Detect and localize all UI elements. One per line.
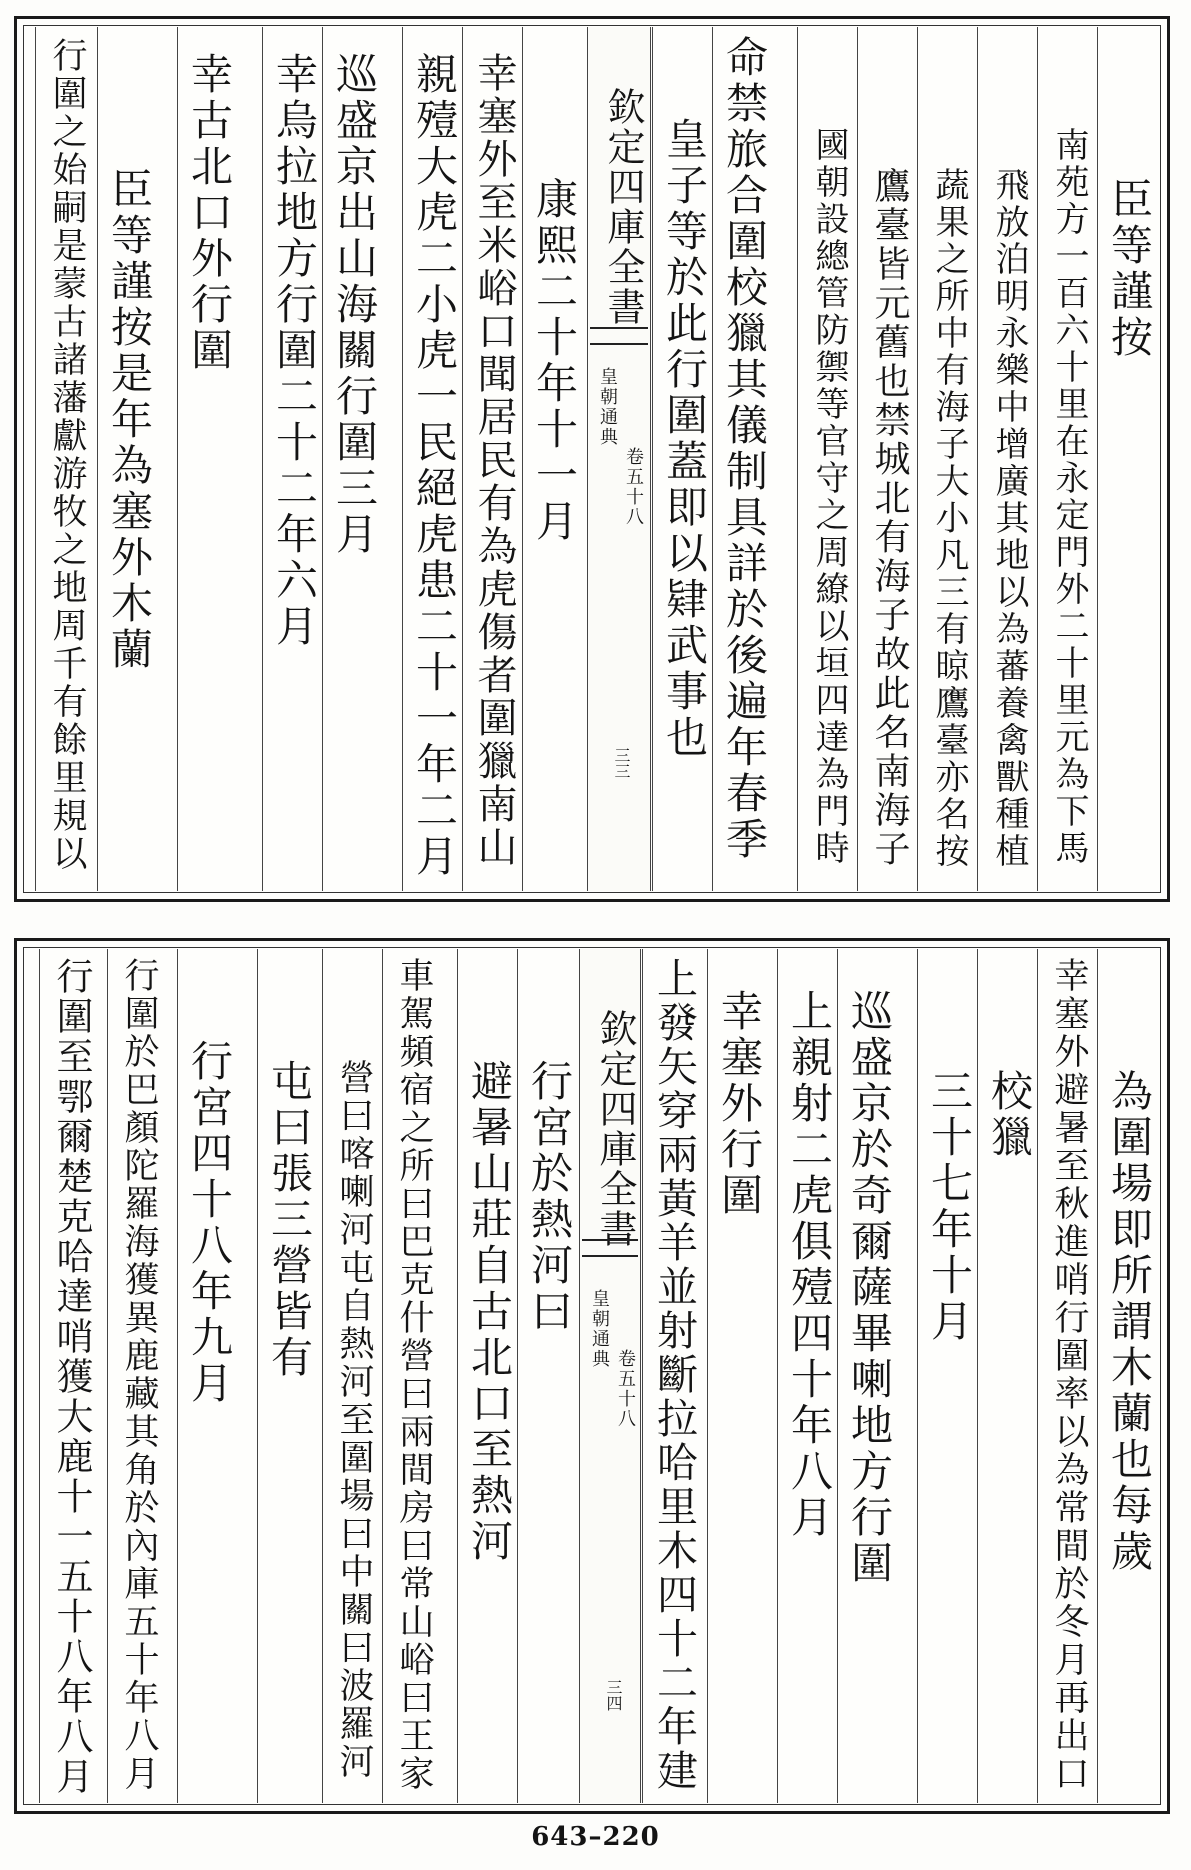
text-column bbox=[1097, 949, 1157, 1803]
text-column bbox=[177, 949, 237, 1803]
center-spine bbox=[579, 949, 641, 1803]
bottom-page-frame bbox=[14, 938, 1170, 1814]
column-text: 上親射二虎俱殪四十年八月 bbox=[785, 989, 834, 1541]
text-column bbox=[642, 949, 702, 1803]
text-column bbox=[1037, 27, 1097, 891]
text-column bbox=[977, 949, 1037, 1803]
column-text: 避暑山莊自古北口至熱河 bbox=[465, 1059, 514, 1565]
center-title: 欽定四庫全書 bbox=[593, 1009, 637, 1249]
column-text: 巡盛京出山海關行圍三月 bbox=[330, 52, 379, 558]
text-column bbox=[977, 27, 1037, 891]
column-text: 營曰喀喇河屯自熱河至圍場曰中關曰波羅河 bbox=[334, 1059, 374, 1781]
column-text: 康熙二十年十一月 bbox=[530, 177, 579, 545]
text-column bbox=[652, 27, 712, 891]
text-column bbox=[457, 949, 517, 1803]
column-text: 南苑方一百六十里在永定門外二十里元為下馬 bbox=[1049, 127, 1089, 867]
column-text: 幸烏拉地方行圍二十二年六月 bbox=[270, 52, 319, 650]
top-page-frame bbox=[14, 16, 1170, 902]
text-column bbox=[322, 949, 382, 1803]
text-column bbox=[402, 27, 462, 891]
text-column bbox=[382, 949, 442, 1803]
text-column bbox=[707, 949, 767, 1803]
column-text: 蔬果之所中有海子大小凡三有晾鷹臺亦名按 bbox=[929, 167, 969, 870]
column-text: 幸塞外避暑至秋進哨行圍率以為常間於冬月再出口 bbox=[1049, 957, 1089, 1793]
fish-tail-mark bbox=[582, 1239, 638, 1257]
center-volume: 卷五十八 bbox=[615, 1349, 636, 1429]
center-leaf-number: 三三 bbox=[612, 747, 631, 779]
text-column bbox=[97, 27, 157, 891]
text-column bbox=[35, 27, 95, 891]
text-column bbox=[917, 949, 977, 1803]
text-column bbox=[777, 949, 837, 1803]
column-text: 行宮於熱河曰 bbox=[525, 1059, 574, 1335]
column-text: 臣等謹按 bbox=[1105, 177, 1154, 361]
text-column bbox=[39, 949, 99, 1803]
center-title: 欽定四庫全書 bbox=[601, 87, 645, 327]
text-column bbox=[522, 27, 584, 891]
column-text: 幸塞外至米峪口聞居民有為虎傷者圍獵南山 bbox=[471, 52, 517, 869]
column-text: 行宮四十八年九月 bbox=[185, 1039, 234, 1407]
text-column bbox=[322, 27, 382, 891]
text-column bbox=[257, 949, 317, 1803]
column-text: 幸古北口外行圍 bbox=[185, 52, 234, 374]
column-text: 皇子等於此行圍蓋即以肄武事也 bbox=[660, 117, 709, 761]
column-text: 屯曰張三營皆有 bbox=[265, 1059, 314, 1381]
column-text: 臣等謹按是年為塞外木蘭 bbox=[105, 167, 154, 673]
text-column bbox=[177, 27, 237, 891]
fish-tail-mark bbox=[590, 327, 648, 345]
text-column bbox=[462, 27, 522, 891]
text-column bbox=[712, 27, 772, 891]
text-column bbox=[262, 27, 322, 891]
column-text: 三十七年十月 bbox=[925, 1069, 974, 1345]
column-text: 親殪大虎二小虎一民絕虎患二十一年二月 bbox=[410, 52, 459, 880]
column-text: 上發矢穿兩黃羊並射斷拉哈里木四十二年建 bbox=[650, 957, 698, 1793]
column-text: 幸塞外行圍 bbox=[715, 989, 764, 1219]
column-text: 巡盛京於奇爾薩畢喇地方行圍 bbox=[845, 989, 894, 1587]
center-volume: 卷五十八 bbox=[623, 447, 644, 527]
center-leaf-number: 三四 bbox=[604, 1679, 623, 1711]
column-text: 校獵 bbox=[985, 1069, 1034, 1161]
column-text: 行圍之始嗣是蒙古諸藩獻游牧之地周千有餘里規以 bbox=[47, 37, 87, 873]
column-text: 行圍至鄂爾楚克哈達哨獲大鹿十一五十八年八月 bbox=[50, 957, 93, 1797]
column-text: 車駕頻宿之所曰巴克什營曰兩間房曰常山峪曰王家 bbox=[394, 957, 434, 1793]
text-column bbox=[1037, 949, 1097, 1803]
column-text: 飛放泊明永樂中增廣其地以為蕃養禽獸種植 bbox=[989, 167, 1029, 870]
center-spine bbox=[587, 27, 651, 891]
text-column bbox=[517, 949, 577, 1803]
text-column bbox=[797, 27, 857, 891]
column-text: 命禁旅合圍校獵其儀制具詳於後遍年春季 bbox=[720, 35, 769, 863]
column-text: 鷹臺皆元舊也禁城北有海子故此名南海子 bbox=[869, 167, 910, 869]
page-number: 643–220 bbox=[531, 1822, 660, 1852]
text-column bbox=[857, 27, 917, 891]
column-text: 國朝設總管防禦等官守之周繚以垣四達為門時 bbox=[809, 127, 849, 867]
text-column bbox=[107, 949, 167, 1803]
text-column bbox=[837, 949, 897, 1803]
text-column bbox=[1097, 27, 1157, 891]
column-text: 行圍於巴顏陀羅海獲異鹿藏其角於內庫五十年八月 bbox=[119, 957, 159, 1793]
center-book-title: 皇朝通典 bbox=[589, 1289, 610, 1369]
text-column bbox=[917, 27, 977, 891]
column-text: 為圍場即所謂木蘭也每歲 bbox=[1105, 1069, 1154, 1575]
center-book-title: 皇朝通典 bbox=[597, 367, 618, 447]
